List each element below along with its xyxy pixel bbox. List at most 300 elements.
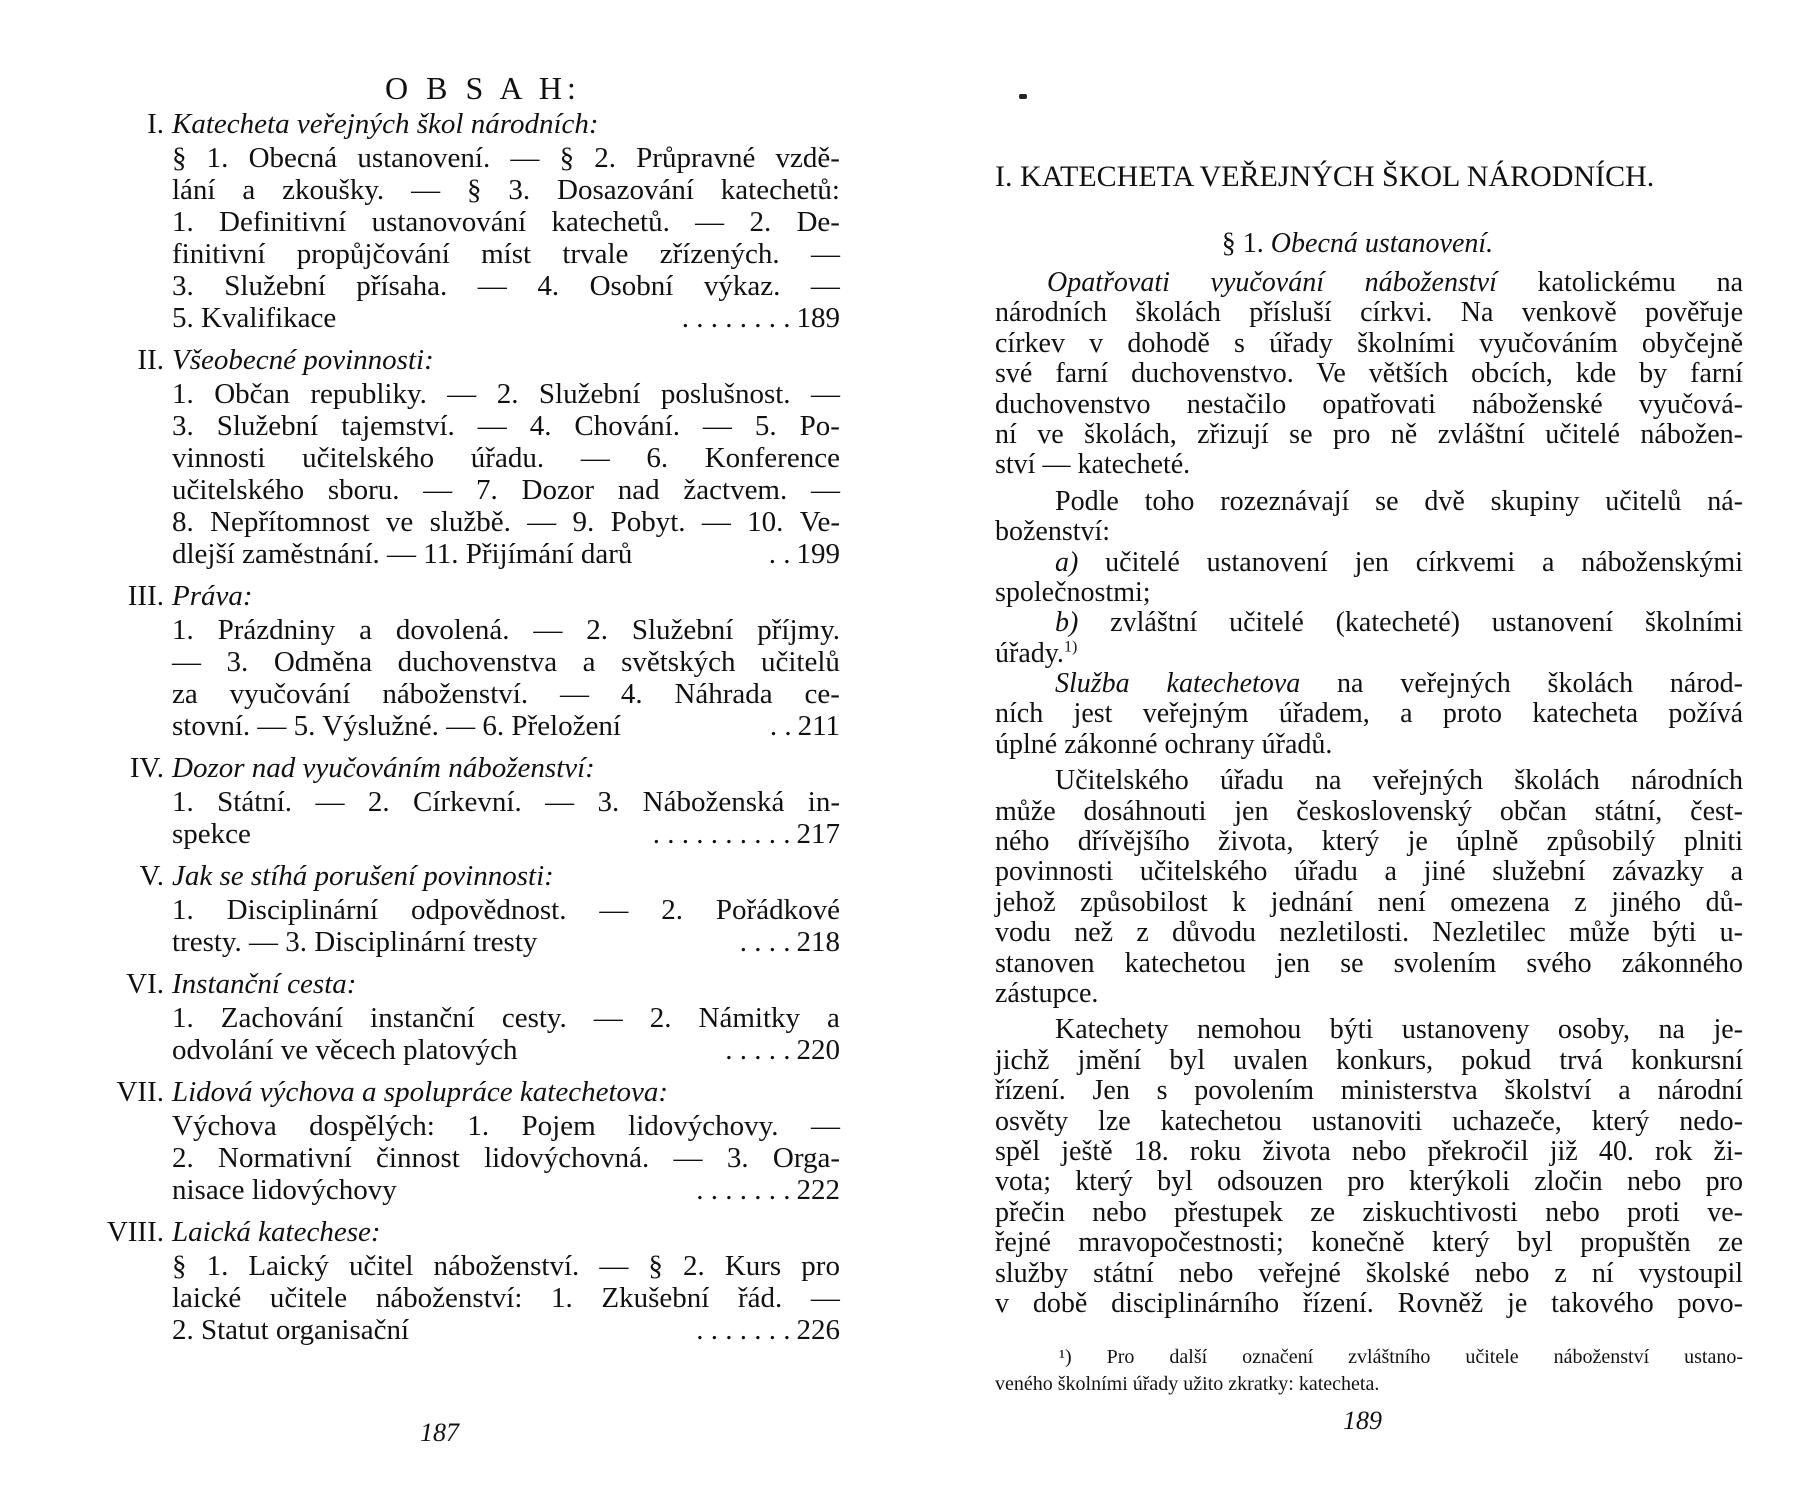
toc-word: — <box>811 378 840 410</box>
toc-word: Dosazování <box>557 174 694 206</box>
toc-page-number: 220 <box>796 1034 840 1066</box>
toc-word: 1. <box>206 1250 229 1282</box>
text-span: úřady. <box>995 637 1064 669</box>
toc-entry-contents <box>172 614 840 742</box>
toc-line-with-page <box>172 818 840 850</box>
toc-word: — <box>673 1142 703 1174</box>
toc-word: Po- <box>799 410 840 442</box>
toc-entry-title: Práva: <box>172 580 253 612</box>
toc-word: Definitivní <box>219 206 347 238</box>
text-line: zástupce. <box>995 977 1099 1009</box>
dot-leader: . . . . <box>739 926 791 958</box>
toc-entry <box>70 344 840 570</box>
toc-entry-contents <box>172 786 840 850</box>
toc-word: Konference <box>704 442 840 474</box>
text-line: jehož způsobilost k jednání není omezena z jiného dů- <box>995 886 1743 918</box>
dot-leader: . . <box>768 538 791 570</box>
toc-entry-number: I. <box>147 108 164 140</box>
toc-word: — <box>810 270 840 302</box>
toc-entry-contents <box>172 142 840 334</box>
text-line <box>995 639 1743 669</box>
text-line: společnostmi; <box>995 576 1151 608</box>
toc-word: Osobní <box>589 270 674 302</box>
text-line: Učitelského úřadu na veřejných školách národních <box>1055 765 1743 797</box>
toc-word: lidovýchovy. <box>628 1110 779 1142</box>
toc-line-with-page <box>172 1034 840 1066</box>
toc-word: vzdě- <box>775 142 840 174</box>
toc-word: 1. <box>551 1282 573 1314</box>
toc-word: přísaha. <box>356 270 448 302</box>
toc-word: § <box>648 1250 663 1282</box>
toc-entry-title: Dozor nad vyučováním náboženství: <box>172 752 595 784</box>
toc-word: 3. <box>597 786 620 818</box>
toc-word: 6. <box>646 442 669 474</box>
section-title <box>905 228 1810 260</box>
toc-word: — <box>423 474 453 506</box>
toc-entry-title: Laická katechese: <box>172 1216 381 1248</box>
toc-word: dospělých: <box>309 1110 435 1142</box>
toc-word: za <box>172 678 198 710</box>
toc-word: Námitky <box>698 1002 801 1034</box>
toc-entry <box>70 1216 840 1346</box>
toc-word: nad <box>617 474 660 506</box>
dot-leader: . . . . . . . . . . <box>652 818 791 850</box>
toc-word: ve <box>385 506 414 538</box>
emphasis: Opatřovati vyučování náboženství <box>1047 267 1497 298</box>
toc-entry-contents <box>172 894 840 958</box>
toc-line <box>172 378 840 410</box>
text-line: služby státní nebo veřejné školské nebo z ní vystoupil <box>995 1257 1743 1289</box>
text-line: úplné zákonné ochrany úřadů. <box>995 728 1333 760</box>
toc-word: učitel <box>349 1250 414 1282</box>
text-line: povinnosti učitelského úřadu a jiné služební závazky a <box>995 856 1743 888</box>
toc-word: finitivní <box>172 238 266 270</box>
toc-word: 1. <box>172 1002 194 1034</box>
toc-entry-heading <box>70 344 840 378</box>
section-number: § 1. <box>1221 228 1264 259</box>
toc-entry-heading <box>70 1216 840 1250</box>
toc-word: Náboženská <box>642 786 785 818</box>
toc-entry-title: Instanční cesta: <box>172 968 357 1000</box>
toc-word: Služební <box>538 378 641 410</box>
dot-leader: . . <box>769 710 792 742</box>
toc-word: § <box>559 142 575 174</box>
toc-word: — <box>315 786 345 818</box>
toc-word: náboženství. <box>433 1250 580 1282</box>
text-line <box>995 548 1743 578</box>
toc-word: 2. <box>586 614 608 646</box>
list-marker: b) <box>1055 607 1079 639</box>
toc-word: Chování. <box>574 410 680 442</box>
toc-word: Pojem <box>521 1110 596 1142</box>
toc-entry-heading <box>70 860 840 894</box>
toc-word: Církevní. <box>412 786 522 818</box>
ink-speck <box>1019 94 1027 99</box>
section-name: Obecná ustanovení. <box>1270 228 1494 259</box>
toc-line-text: nisace lidovýchovy <box>172 1174 397 1206</box>
toc-word: 2. <box>367 786 390 818</box>
toc-word: — <box>172 646 201 678</box>
toc-word: Nepřítomnost <box>210 506 370 538</box>
toc-word: 2. <box>683 1250 705 1282</box>
toc-word: — <box>810 1282 840 1314</box>
text-line: vota; který byl odsouzen pro kterýkoli zločin nebo pro <box>995 1166 1743 1198</box>
toc-line <box>172 786 840 818</box>
toc-line <box>172 410 840 442</box>
toc-word: a <box>582 646 596 678</box>
toc-word: míst <box>481 238 532 270</box>
text-span: Pro další označení zvláštního učitele náboženství ustano- <box>1071 1346 1743 1368</box>
toc-word: § <box>172 1250 187 1282</box>
toc-word: Zachování <box>220 1002 344 1034</box>
toc-line <box>172 442 840 474</box>
toc-entry-number: VI. <box>126 968 164 1000</box>
text-line: osvěty lze katechetou ustanoviti uchazeče, který nedo- <box>995 1105 1743 1137</box>
toc-word: 10. <box>747 506 784 538</box>
toc-word: Služební <box>216 410 319 442</box>
dot-leader: . . . . . . . <box>696 1174 791 1206</box>
text-line: stanoven katechetou jen se svolením svého zákonného <box>995 947 1743 979</box>
toc-word: Průpravné <box>636 142 756 174</box>
toc-line <box>172 1250 840 1282</box>
text-span: zvláštní učitelé (katecheté) ustanovení školními <box>1078 607 1743 639</box>
text-span: katolickému na <box>1496 267 1743 298</box>
toc-line-text: odvolání ve věcech platových <box>172 1034 518 1066</box>
toc-word: — <box>695 206 725 238</box>
toc-word: Pobyt. <box>610 506 686 538</box>
toc-word: 2. <box>594 142 616 174</box>
toc-line <box>172 142 840 174</box>
toc-line <box>172 174 840 206</box>
toc-word: Prázdniny <box>217 614 336 646</box>
list-marker: a) <box>1055 546 1079 578</box>
text-line: může dosáhnouti jen československý občan státní, čest- <box>995 795 1743 827</box>
toc-word: vinnosti <box>172 442 266 474</box>
toc-word: Normativní <box>218 1142 352 1174</box>
toc-word: 2. <box>172 1142 194 1174</box>
footnote-line: veného školními úřady užito zkratky: katecheta. <box>995 1373 1380 1395</box>
toc-word: — <box>477 270 507 302</box>
chapter-title: I. KATECHETA VEŘEJNÝCH ŠKOL NÁRODNÍCH. <box>995 160 1655 193</box>
toc-entry-heading <box>70 108 840 142</box>
toc-word: 3. <box>508 174 531 206</box>
text-line: boženství: <box>995 516 1111 548</box>
toc-line <box>172 270 840 302</box>
toc-line-text: dlejší zaměstnání. — 11. Přijímání darů <box>172 538 633 570</box>
toc-word: republiky. <box>310 378 427 410</box>
toc-word: laické <box>172 1282 242 1314</box>
toc-word: 3. <box>226 646 249 678</box>
toc-word: 5. <box>754 410 777 442</box>
toc-word: — <box>580 442 610 474</box>
toc-word: Odměna <box>273 646 373 678</box>
toc-word: příjmy. <box>757 614 840 646</box>
toc-word: a <box>827 1002 840 1034</box>
toc-word: Obecná <box>248 142 338 174</box>
toc-word: — <box>545 786 575 818</box>
text-line: spěl ještě 18. roku života nebo překročil již 40. rok ži- <box>995 1135 1743 1167</box>
toc-word: — <box>810 238 840 270</box>
toc-entry-contents <box>172 1110 840 1206</box>
toc-entry <box>70 968 840 1066</box>
toc-line <box>172 894 840 926</box>
toc-word: — <box>811 1110 840 1142</box>
text-line: přečin nebo přestupek ze ziskuchtivosti nebo proti ve- <box>995 1196 1743 1228</box>
toc-line <box>172 614 840 646</box>
toc-word: 1. <box>172 614 194 646</box>
toc-word: in- <box>807 786 840 818</box>
toc-word: Zkušební <box>601 1282 710 1314</box>
toc-page-number: 211 <box>797 710 840 742</box>
toc-word: 9. <box>572 506 595 538</box>
page-number-left: 187 <box>420 1418 459 1447</box>
toc-entry-contents <box>172 1002 840 1066</box>
toc-word: katechetů: <box>720 174 840 206</box>
toc-entry-number: III. <box>127 580 164 612</box>
toc-word: — <box>533 614 563 646</box>
toc-word: — <box>593 1002 623 1034</box>
toc-line-text: 5. Kvalifikace <box>172 302 337 334</box>
toc-word: ustanovování <box>371 206 527 238</box>
toc-line-with-page <box>172 1314 840 1346</box>
text-line: církev v dohodě s úřady školními vyučováním obyčejně <box>995 327 1743 359</box>
text-line: ních jest veřejným úřadem, a proto katecheta požívá <box>995 698 1743 730</box>
table-of-contents <box>70 108 840 1356</box>
toc-line-with-page <box>172 1174 840 1206</box>
toc-word: poslušnost. <box>660 378 791 410</box>
toc-entry <box>70 108 840 334</box>
toc-word: 8. <box>172 506 194 538</box>
toc-word: 3. <box>172 270 194 302</box>
toc-word: § <box>466 174 482 206</box>
toc-word: 4. <box>620 678 643 710</box>
toc-line-with-page <box>172 302 840 334</box>
toc-word: 1. <box>172 378 194 410</box>
toc-word: dovolená. <box>395 614 510 646</box>
toc-line-with-page <box>172 538 840 570</box>
toc-word: — <box>447 378 477 410</box>
toc-line-with-page <box>172 710 840 742</box>
toc-word: 1. <box>172 206 194 238</box>
text-span: učitelé ustanovení jen církvemi a náboženskými <box>1078 546 1743 578</box>
toc-word: 1. <box>467 1110 490 1142</box>
toc-line <box>172 1002 840 1034</box>
toc-word: náboženství. <box>382 678 529 710</box>
toc-word: učitelského <box>302 442 435 474</box>
toc-word: učitele <box>269 1282 348 1314</box>
toc-word: 1. <box>172 786 194 818</box>
toc-word: a <box>359 614 372 646</box>
toc-word: ustanovení. <box>357 142 491 174</box>
toc-word: 7. <box>476 474 498 506</box>
toc-word: Laický <box>248 1250 329 1282</box>
toc-word: zřízených. <box>659 238 780 270</box>
toc-word: — <box>510 142 540 174</box>
toc-entry-heading <box>70 580 840 614</box>
toc-word: 4. <box>537 270 560 302</box>
toc-line <box>172 238 840 270</box>
footnote-line <box>995 1344 1743 1371</box>
text-line: řízení. Jen s povolením ministerstva školství a národní <box>995 1075 1743 1107</box>
toc-word: žactvem. <box>683 474 788 506</box>
toc-word: učitelského <box>172 474 305 506</box>
toc-word: 2. <box>649 1002 672 1034</box>
toc-word: 2. <box>661 894 684 926</box>
toc-word: odpovědnost. <box>410 894 567 926</box>
contents-heading: O B S A H: <box>385 70 581 106</box>
toc-entry-title: Všeobecné povinnosti: <box>172 344 434 376</box>
toc-word: řád. <box>738 1282 783 1314</box>
toc-word: Disciplinární <box>226 894 379 926</box>
toc-line <box>172 506 840 538</box>
toc-word: — <box>701 506 731 538</box>
toc-page-number: 189 <box>796 302 840 334</box>
toc-entry-number: IV. <box>129 752 164 784</box>
toc-word: — <box>477 410 507 442</box>
toc-word: světských <box>621 646 736 678</box>
text-line <box>995 669 1743 699</box>
toc-entry <box>70 860 840 958</box>
toc-entry-contents <box>172 1250 840 1346</box>
toc-word: 3. <box>726 1142 749 1174</box>
toc-word: — <box>599 894 629 926</box>
toc-word: cesty. <box>501 1002 567 1034</box>
toc-entry-title: Lidová výchova a spolupráce katechetova: <box>172 1076 669 1108</box>
toc-word: výkaz. <box>703 270 781 302</box>
toc-word: sboru. <box>327 474 400 506</box>
text-line: národních školách přísluší církvi. Na venkově pověřuje <box>995 297 1743 329</box>
text-line: ného dřívějšího života, který je úplně způsobilý plniti <box>995 826 1743 858</box>
toc-entry-number: VIII. <box>106 1216 164 1248</box>
toc-word: zkoušky. <box>282 174 385 206</box>
toc-line <box>172 474 840 506</box>
toc-word: Kurs <box>724 1250 782 1282</box>
toc-entry <box>70 1076 840 1206</box>
toc-word: Ve- <box>799 506 840 538</box>
toc-word: Orga- <box>772 1142 840 1174</box>
toc-word: pro <box>801 1250 840 1282</box>
text-line: ní ve školách, zřizují se pro ně zvláštní učitelé nábožen- <box>995 418 1743 450</box>
toc-word: duchovenstva <box>397 646 558 678</box>
toc-page-number: 218 <box>796 926 840 958</box>
toc-word: Dozor <box>521 474 595 506</box>
emphasis: Služba katechetova <box>1055 668 1301 700</box>
right-page <box>905 0 1810 1500</box>
text-line: vodu než z důvodu nezletilosti. Nezletilec může býti u- <box>995 917 1743 949</box>
toc-word: Občan <box>214 378 290 410</box>
toc-word: — <box>527 506 557 538</box>
toc-word: náboženství: <box>375 1282 523 1314</box>
toc-page-number: 199 <box>796 538 840 570</box>
toc-line <box>172 1110 840 1142</box>
toc-entry-heading <box>70 1076 840 1110</box>
toc-word: Náhrada <box>674 678 773 710</box>
toc-word: a <box>242 174 256 206</box>
toc-word: učitelů <box>761 646 840 678</box>
toc-entry-heading <box>70 968 840 1002</box>
toc-entry-contents <box>172 378 840 570</box>
footnotes <box>995 1344 1743 1398</box>
toc-word: — <box>599 1250 629 1282</box>
text-line: ství — katecheté. <box>995 449 1191 481</box>
toc-line <box>172 1142 840 1174</box>
toc-word: lání <box>172 174 216 206</box>
text-span: na veřejných školách národ- <box>1300 668 1744 700</box>
toc-page-number: 217 <box>796 818 840 850</box>
toc-entry-heading <box>70 752 840 786</box>
toc-word: službě. <box>429 506 511 538</box>
toc-word: — <box>559 678 589 710</box>
toc-page-number: 222 <box>796 1174 840 1206</box>
toc-word: 3. <box>172 410 194 442</box>
toc-word: katechetů. <box>551 206 670 238</box>
toc-word: — <box>411 174 441 206</box>
toc-word: Státní. <box>217 786 293 818</box>
toc-word: Výchova <box>172 1110 277 1142</box>
toc-entry-title: Jak se stíhá porušení povinnosti: <box>172 860 554 892</box>
text-line: Katechety nemohou býti ustanoveny osoby, na je- <box>1055 1014 1743 1046</box>
text-line: jichž jmění byl uvalen konkurs, pokud trvá konkursní <box>995 1044 1743 1076</box>
toc-word: § <box>172 142 187 174</box>
toc-word: instanční <box>370 1002 475 1034</box>
dot-leader: . . . . . . . . <box>681 302 791 334</box>
toc-line-text: spekce <box>172 818 251 850</box>
toc-word: úřadu. <box>470 442 545 474</box>
dot-leader: . . . . . . . <box>696 1314 791 1346</box>
toc-line <box>172 206 840 238</box>
toc-word: lidovýchovná. <box>484 1142 650 1174</box>
dot-leader: . . . . . <box>725 1034 791 1066</box>
toc-word: trvale <box>562 238 629 270</box>
footnote-marker: ¹) <box>1059 1346 1072 1368</box>
text-line: Podle toho rozeznávají se dvě skupiny učitelů ná- <box>1055 485 1743 517</box>
toc-line-text: stovní. — 5. Výslužné. — 6. Přeložení <box>172 710 621 742</box>
toc-word: činnost <box>376 1142 460 1174</box>
toc-word: ce- <box>804 678 840 710</box>
toc-entry-number: VII. <box>116 1076 164 1108</box>
text-line: své farní duchovenstvo. Ve větších obcích, kde by farní <box>995 358 1743 390</box>
toc-entry <box>70 580 840 742</box>
toc-entry-number: V. <box>139 860 164 892</box>
text-line <box>995 268 1743 298</box>
toc-word: — <box>702 410 732 442</box>
toc-word: 1. <box>206 142 229 174</box>
toc-word: 1. <box>172 894 194 926</box>
toc-line-text: tresty. — 3. Disciplinární tresty <box>172 926 538 958</box>
text-line: řejné mravopočestnosti; konečně který byl propuštěn ze <box>995 1227 1743 1259</box>
toc-word: Služební <box>224 270 326 302</box>
page-number-right: 189 <box>1343 1406 1382 1435</box>
text-line: duchovenstvo nestačilo opatřovati náboženské vyučová- <box>995 388 1743 420</box>
toc-entry-title: Katecheta veřejných škol národních: <box>172 108 599 140</box>
toc-word: 4. <box>529 410 552 442</box>
toc-word: propůjčování <box>296 238 450 270</box>
toc-word: 2. <box>496 378 519 410</box>
toc-entry-number: II. <box>137 344 164 376</box>
toc-line <box>172 646 840 678</box>
toc-line-with-page <box>172 926 840 958</box>
toc-page-number: 226 <box>796 1314 840 1346</box>
toc-word: tajemství. <box>341 410 455 442</box>
toc-line <box>172 678 840 710</box>
toc-word: De- <box>796 206 840 238</box>
text-line <box>995 608 1743 638</box>
toc-word: 2. <box>749 206 772 238</box>
toc-entry <box>70 752 840 850</box>
toc-word: Pořádkové <box>715 894 840 926</box>
toc-line <box>172 1282 840 1314</box>
footnote-ref: 1) <box>1063 638 1078 656</box>
